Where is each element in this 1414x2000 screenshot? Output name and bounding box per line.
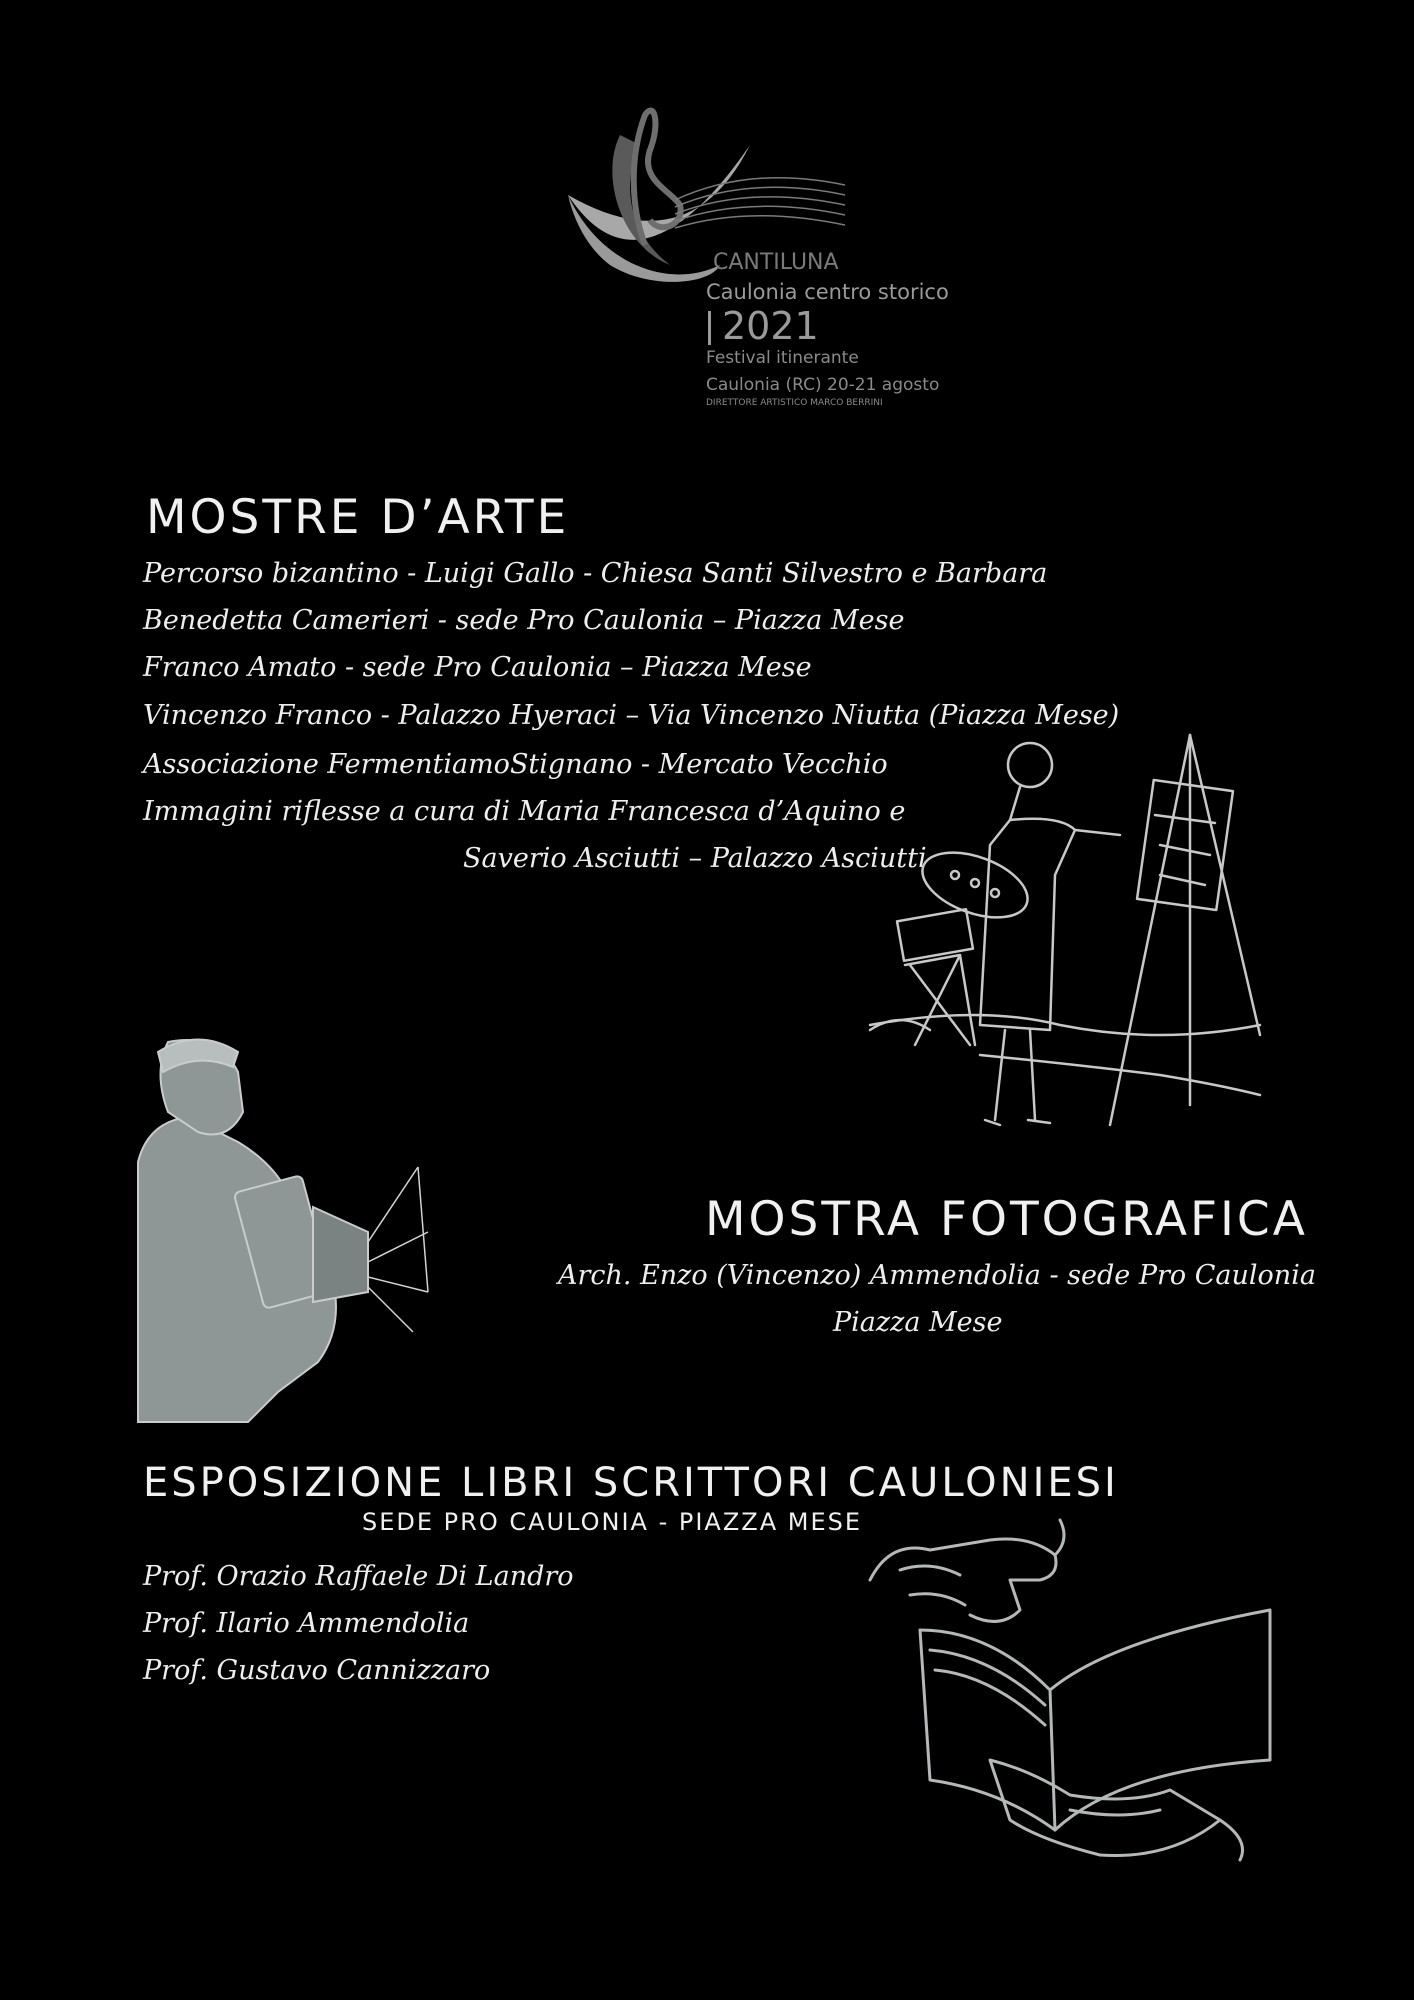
esposizione-line: Prof. Orazio Raffaele Di Landro <box>143 1561 574 1592</box>
logo-director: DIRETTORE ARTISTICO MARCO BERRINI <box>706 398 883 408</box>
logo-subtitle: Caulonia centro storico <box>706 280 949 304</box>
logo-festival: Festival itinerante <box>706 348 859 368</box>
logo-brand: CANTILUNA <box>713 250 839 275</box>
mostre-arte-title: MOSTRE D’ARTE <box>146 490 570 545</box>
esposizione-subtitle: SEDE PRO CAULONIA - PIAZZA MESE <box>362 1508 863 1536</box>
mostre-arte-line: Immagini riflesse a cura di Maria Francesca d’Aquino e <box>143 796 906 827</box>
photographer-illustration-icon <box>128 1032 438 1422</box>
mostra-fotografica-line: Piazza Mese <box>833 1307 1003 1338</box>
painter-illustration-icon <box>860 725 1270 1135</box>
mostre-arte-line: Franco Amato - sede Pro Caulonia – Piazza Mese <box>143 652 812 683</box>
logo-year: 2021 <box>722 304 819 348</box>
mostre-arte-line: Associazione FermentiamoStignano - Mercato Vecchio <box>143 749 888 780</box>
mostre-arte-line: Vincenzo Franco - Palazzo Hyeraci – Via Vincenzo Niutta (Piazza Mese) <box>143 700 1120 731</box>
logo-year-bar <box>708 311 711 345</box>
mostre-arte-line: Percorso bizantino - Luigi Gallo - Chiesa Santi Silvestro e Barbara <box>143 558 1048 589</box>
esposizione-line: Prof. Ilario Ammendolia <box>143 1608 470 1639</box>
mostre-arte-line: Benedetta Camerieri - sede Pro Caulonia – Piazza Mese <box>143 605 905 636</box>
book-hands-illustration-icon <box>870 1520 1270 1860</box>
esposizione-title: ESPOSIZIONE LIBRI SCRITTORI CAULONIESI <box>143 1460 1119 1506</box>
mostre-arte-line: Saverio Asciutti – Palazzo Asciutti <box>463 843 927 874</box>
mostra-fotografica-line: Arch. Enzo (Vincenzo) Ammendolia - sede Pro Caulonia <box>558 1260 1316 1291</box>
mostra-fotografica-title: MOSTRA FOTOGRAFICA <box>705 1192 1308 1247</box>
logo-dates: Caulonia (RC) 20-21 agosto <box>706 375 940 395</box>
esposizione-line: Prof. Gustavo Cannizzaro <box>143 1655 491 1686</box>
